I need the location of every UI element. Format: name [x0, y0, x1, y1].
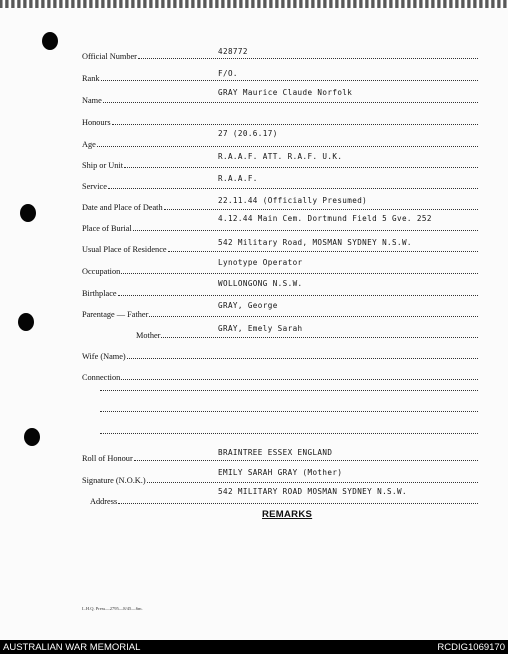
archive-name: AUSTRALIAN WAR MEMORIAL	[3, 641, 141, 653]
field-value-address: 542 MILITARY ROAD MOSMAN SYDNEY N.S.W.	[218, 487, 407, 496]
connection-line	[100, 390, 478, 391]
binder-hole	[18, 313, 34, 331]
field-label: Address	[90, 496, 118, 506]
field-label: Place of Burial	[82, 223, 132, 233]
field-label: Ship or Unit	[82, 160, 124, 170]
field-label: Connection	[82, 372, 121, 382]
field-label: Birthplace	[82, 288, 117, 298]
connection-line	[100, 411, 478, 412]
field-label: Date and Place of Death	[82, 202, 163, 212]
field-value-birthplace: WOLLONGONG N.S.W.	[218, 279, 303, 288]
field-connection	[82, 368, 478, 382]
field-value-mother: GRAY, Emely Sarah	[218, 324, 303, 333]
binder-hole	[42, 32, 58, 50]
field-label: Occupation	[82, 266, 121, 276]
binder-hole	[24, 428, 40, 446]
field-label: Honours	[82, 117, 111, 127]
archive-bar	[0, 640, 508, 654]
field-wife	[82, 347, 478, 361]
field-honours	[82, 113, 478, 127]
field-value-occupation: Lynotype Operator	[218, 258, 303, 267]
print-footer: L.H.Q. Press—2795—8/45—6m.	[82, 606, 143, 611]
field-value-ship-or-unit: R.A.A.F. ATT. R.A.F. U.K.	[218, 152, 343, 161]
field-value-age: 27 (20.6.17)	[218, 129, 278, 138]
field-value-official-number: 428772	[218, 47, 248, 56]
connection-line	[100, 433, 478, 434]
remarks-heading: REMARKS	[262, 509, 313, 520]
field-official-number	[82, 47, 478, 61]
binder-hole	[20, 204, 36, 222]
field-label: Rank	[82, 73, 100, 83]
field-label: Official Number	[82, 51, 137, 61]
field-value-usual-residence: 542 Military Road, MOSMAN SYDNEY N.S.W.	[218, 238, 412, 247]
field-value-roll-of-honour: BRAINTREE ESSEX ENGLAND	[218, 448, 333, 457]
field-label: Parentage — Father	[82, 309, 149, 319]
field-value-rank: F/O.	[218, 69, 238, 78]
field-label: Roll of Honour	[82, 453, 133, 463]
field-value-father: GRAY, George	[218, 301, 278, 310]
scan-edge	[0, 0, 508, 8]
field-label: Service	[82, 181, 107, 191]
field-label: Wife (Name)	[82, 351, 126, 361]
field-mother	[136, 326, 478, 340]
field-label: Name	[82, 95, 102, 105]
field-label: Mother	[136, 330, 161, 340]
field-value-name: GRAY Maurice Claude Norfolk	[218, 88, 353, 97]
field-value-signature: EMILY SARAH GRAY (Mother)	[218, 468, 343, 477]
field-label: Usual Place of Residence	[82, 244, 167, 254]
field-value-service: R.A.A.F.	[218, 174, 258, 183]
field-service	[82, 174, 478, 191]
archive-id: RCDIG1069170	[437, 641, 505, 653]
field-label: Signature (N.O.K.)	[82, 475, 146, 485]
field-value-place-of-burial: 4.12.44 Main Cem. Dortmund Field 5 Gve. 252	[218, 214, 432, 223]
field-value-date-place-death: 22.11.44 (Officially Presumed)	[218, 196, 368, 205]
field-father	[82, 305, 478, 319]
field-age	[82, 135, 478, 149]
field-label: Age	[82, 139, 96, 149]
field-rank	[82, 69, 478, 83]
